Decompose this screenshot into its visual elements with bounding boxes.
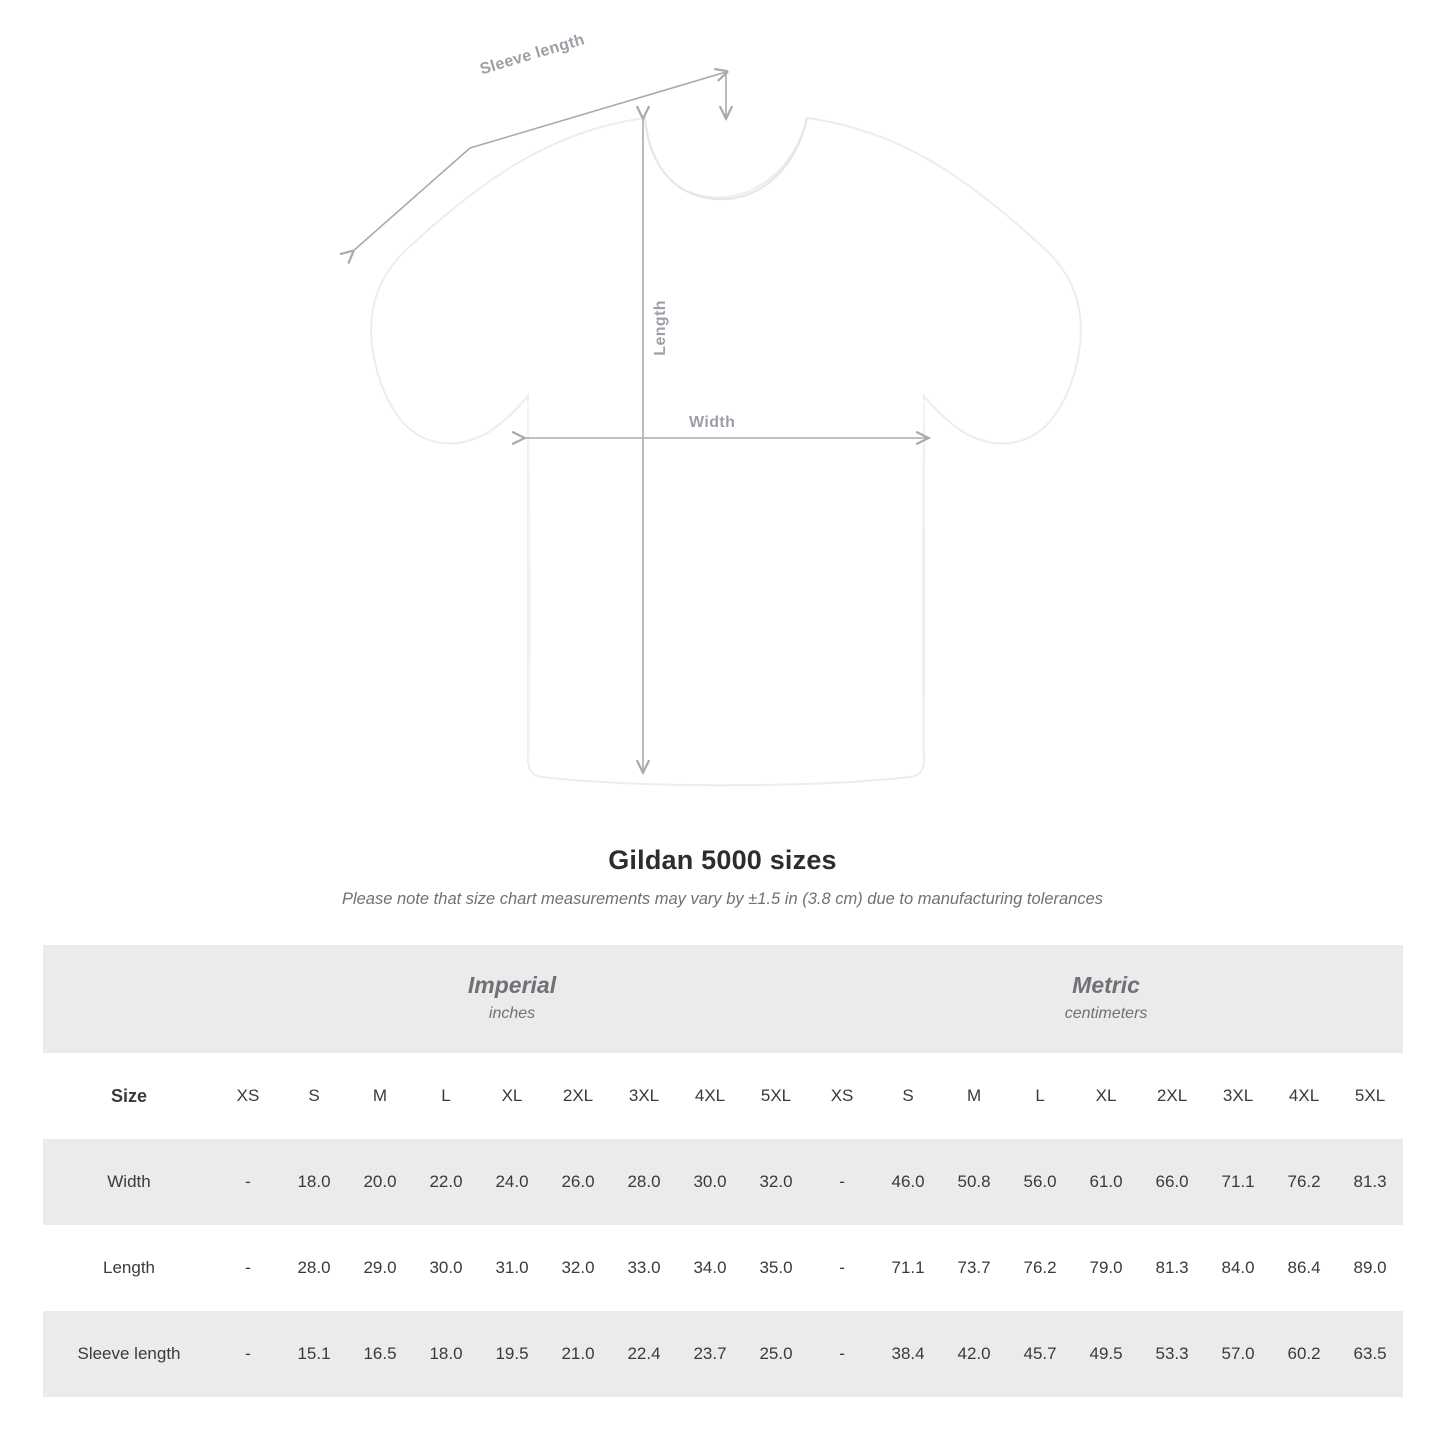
size-col-imperial-l: L — [413, 1053, 479, 1139]
width-metric-2xl: 66.0 — [1139, 1139, 1205, 1225]
length-imperial-l: 30.0 — [413, 1225, 479, 1311]
length-imperial-xs: - — [215, 1225, 281, 1311]
size-table-wrap — [43, 945, 1403, 1397]
size-col-metric-4xl: 4XL — [1271, 1053, 1337, 1139]
width-metric-5xl: 81.3 — [1337, 1139, 1403, 1225]
length-metric-4xl: 86.4 — [1271, 1225, 1337, 1311]
sleeve-metric-3xl: 57.0 — [1205, 1311, 1271, 1397]
size-header-row — [43, 1053, 1403, 1139]
unit-imperial-name: Imperial — [467, 972, 557, 999]
width-imperial-4xl: 30.0 — [677, 1139, 743, 1225]
sleeve-metric-5xl: 63.5 — [1337, 1311, 1403, 1397]
sleeve-imperial-3xl: 22.4 — [611, 1311, 677, 1397]
sleeve-metric-s: 38.4 — [875, 1311, 941, 1397]
sleeve-metric-4xl: 60.2 — [1271, 1311, 1337, 1397]
width-label: Width — [680, 414, 744, 432]
size-col-metric-xl: XL — [1073, 1053, 1139, 1139]
unit-header-spacer — [43, 945, 215, 1053]
row-label-sleeve-length: Sleeve length — [43, 1311, 215, 1397]
width-metric-m: 50.8 — [941, 1139, 1007, 1225]
row-label-length: Length — [43, 1225, 215, 1311]
size-col-metric-s: S — [875, 1053, 941, 1139]
width-metric-4xl: 76.2 — [1271, 1139, 1337, 1225]
length-metric-m: 73.7 — [941, 1225, 1007, 1311]
length-metric-5xl: 89.0 — [1337, 1225, 1403, 1311]
width-imperial-s: 18.0 — [281, 1139, 347, 1225]
width-imperial-5xl: 32.0 — [743, 1139, 809, 1225]
size-col-imperial-xs: XS — [215, 1053, 281, 1139]
sleeve-imperial-xl: 19.5 — [479, 1311, 545, 1397]
size-col-imperial-s: S — [281, 1053, 347, 1139]
sleeve-metric-xs: - — [809, 1311, 875, 1397]
width-metric-l: 56.0 — [1007, 1139, 1073, 1225]
size-col-metric-m: M — [941, 1053, 1007, 1139]
sleeve-imperial-l: 18.0 — [413, 1311, 479, 1397]
tolerance-note: Please note that size chart measurements may vary by ±1.5 in (3.8 cm) due to manufacturing tolerances — [341, 890, 1104, 908]
width-imperial-2xl: 26.0 — [545, 1139, 611, 1225]
unit-header-row — [43, 945, 1403, 1053]
unit-metric-sub: centimeters — [1064, 1004, 1148, 1022]
unit-metric-name: Metric — [1072, 972, 1140, 999]
row-label-width: Width — [43, 1139, 215, 1225]
length-imperial-4xl: 34.0 — [677, 1225, 743, 1311]
title-block — [0, 845, 1445, 909]
size-col-metric-3xl: 3XL — [1205, 1053, 1271, 1139]
sleeve-metric-xl: 49.5 — [1073, 1311, 1139, 1397]
width-imperial-xs: - — [215, 1139, 281, 1225]
length-metric-xl: 79.0 — [1073, 1225, 1139, 1311]
width-imperial-3xl: 28.0 — [611, 1139, 677, 1225]
tshirt-shape — [371, 118, 1081, 785]
length-label: Length — [652, 300, 669, 356]
width-imperial-xl: 24.0 — [479, 1139, 545, 1225]
length-imperial-5xl: 35.0 — [743, 1225, 809, 1311]
size-col-imperial-3xl: 3XL — [611, 1053, 677, 1139]
sleeve-imperial-5xl: 25.0 — [743, 1311, 809, 1397]
table-row-length — [43, 1225, 1403, 1311]
size-col-metric-xs: XS — [809, 1053, 875, 1139]
size-col-metric-5xl: 5XL — [1337, 1053, 1403, 1139]
size-col-imperial-5xl: 5XL — [743, 1053, 809, 1139]
size-col-imperial-2xl: 2XL — [545, 1053, 611, 1139]
length-metric-2xl: 81.3 — [1139, 1225, 1205, 1311]
size-col-imperial-m: M — [347, 1053, 413, 1139]
sleeve-imperial-2xl: 21.0 — [545, 1311, 611, 1397]
size-col-imperial-4xl: 4XL — [677, 1053, 743, 1139]
unit-imperial-sub: inches — [488, 1004, 536, 1022]
length-metric-s: 71.1 — [875, 1225, 941, 1311]
length-metric-xs: - — [809, 1225, 875, 1311]
width-imperial-m: 20.0 — [347, 1139, 413, 1225]
length-imperial-s: 28.0 — [281, 1225, 347, 1311]
size-col-metric-2xl: 2XL — [1139, 1053, 1205, 1139]
table-row-sleeve-length — [43, 1311, 1403, 1397]
length-imperial-xl: 31.0 — [479, 1225, 545, 1311]
size-col-imperial-xl: XL — [479, 1053, 545, 1139]
length-imperial-3xl: 33.0 — [611, 1225, 677, 1311]
length-metric-3xl: 84.0 — [1205, 1225, 1271, 1311]
width-metric-xs: - — [809, 1139, 875, 1225]
sleeve-imperial-s: 15.1 — [281, 1311, 347, 1397]
width-metric-xl: 61.0 — [1073, 1139, 1139, 1225]
sleeve-metric-2xl: 53.3 — [1139, 1311, 1205, 1397]
sleeve-metric-m: 42.0 — [941, 1311, 1007, 1397]
width-metric-s: 46.0 — [875, 1139, 941, 1225]
chart-title: Gildan 5000 sizes — [608, 845, 837, 875]
unit-header-metric — [809, 945, 1403, 1053]
sleeve-imperial-m: 16.5 — [347, 1311, 413, 1397]
table-row-width — [43, 1139, 1403, 1225]
width-imperial-l: 22.0 — [413, 1139, 479, 1225]
size-header-label: Size — [43, 1053, 215, 1139]
size-col-metric-l: L — [1007, 1053, 1073, 1139]
sleeve-imperial-xs: - — [215, 1311, 281, 1397]
unit-header-imperial — [215, 945, 809, 1053]
sleeve-length-label: Sleeve length — [478, 31, 587, 79]
sleeve-metric-l: 45.7 — [1007, 1311, 1073, 1397]
size-table — [43, 945, 1403, 1397]
sleeve-imperial-4xl: 23.7 — [677, 1311, 743, 1397]
length-metric-l: 76.2 — [1007, 1225, 1073, 1311]
width-metric-3xl: 71.1 — [1205, 1139, 1271, 1225]
length-imperial-m: 29.0 — [347, 1225, 413, 1311]
length-imperial-2xl: 32.0 — [545, 1225, 611, 1311]
